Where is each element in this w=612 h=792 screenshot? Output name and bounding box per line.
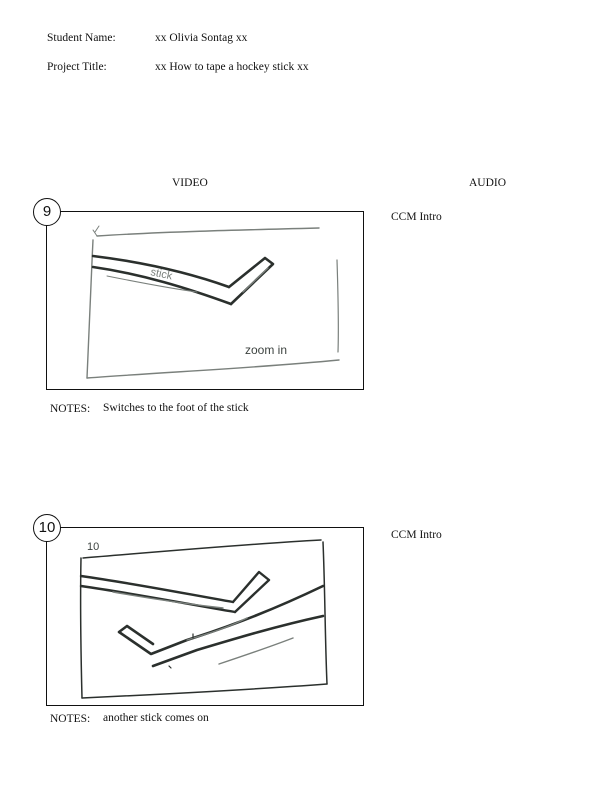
notes-text: Switches to the foot of the stick — [103, 402, 249, 414]
sketch-annotation-zoom-in: zoom in — [245, 343, 288, 357]
student-name-value: xx Olivia Sontag xx — [155, 32, 248, 44]
project-title-label: Project Title: — [47, 61, 107, 73]
storyboard-sketch-frame-9 — [46, 211, 364, 390]
notes-text: another stick comes on — [103, 712, 209, 724]
notes-label: NOTES: — [50, 713, 91, 725]
hockey-stick-sketch — [47, 212, 363, 389]
sketch-annotation-frame-number: 10 — [87, 541, 100, 553]
student-name-label: Student Name: — [47, 32, 116, 44]
notes-label: NOTES: — [50, 403, 91, 415]
video-column-header: VIDEO — [172, 177, 208, 189]
audio-cue: CCM Intro — [391, 529, 442, 541]
frame-number-badge: 10 — [33, 514, 61, 542]
audio-column-header: AUDIO — [469, 177, 507, 189]
frame-number-badge: 9 — [33, 198, 61, 226]
hockey-stick-sketch — [47, 528, 363, 705]
audio-cue: CCM Intro — [391, 211, 442, 223]
storyboard-sketch-frame-10 — [46, 527, 364, 706]
project-title-value: xx How to tape a hockey stick xx — [155, 61, 309, 73]
sketch-annotation-stick: stick — [149, 266, 174, 283]
